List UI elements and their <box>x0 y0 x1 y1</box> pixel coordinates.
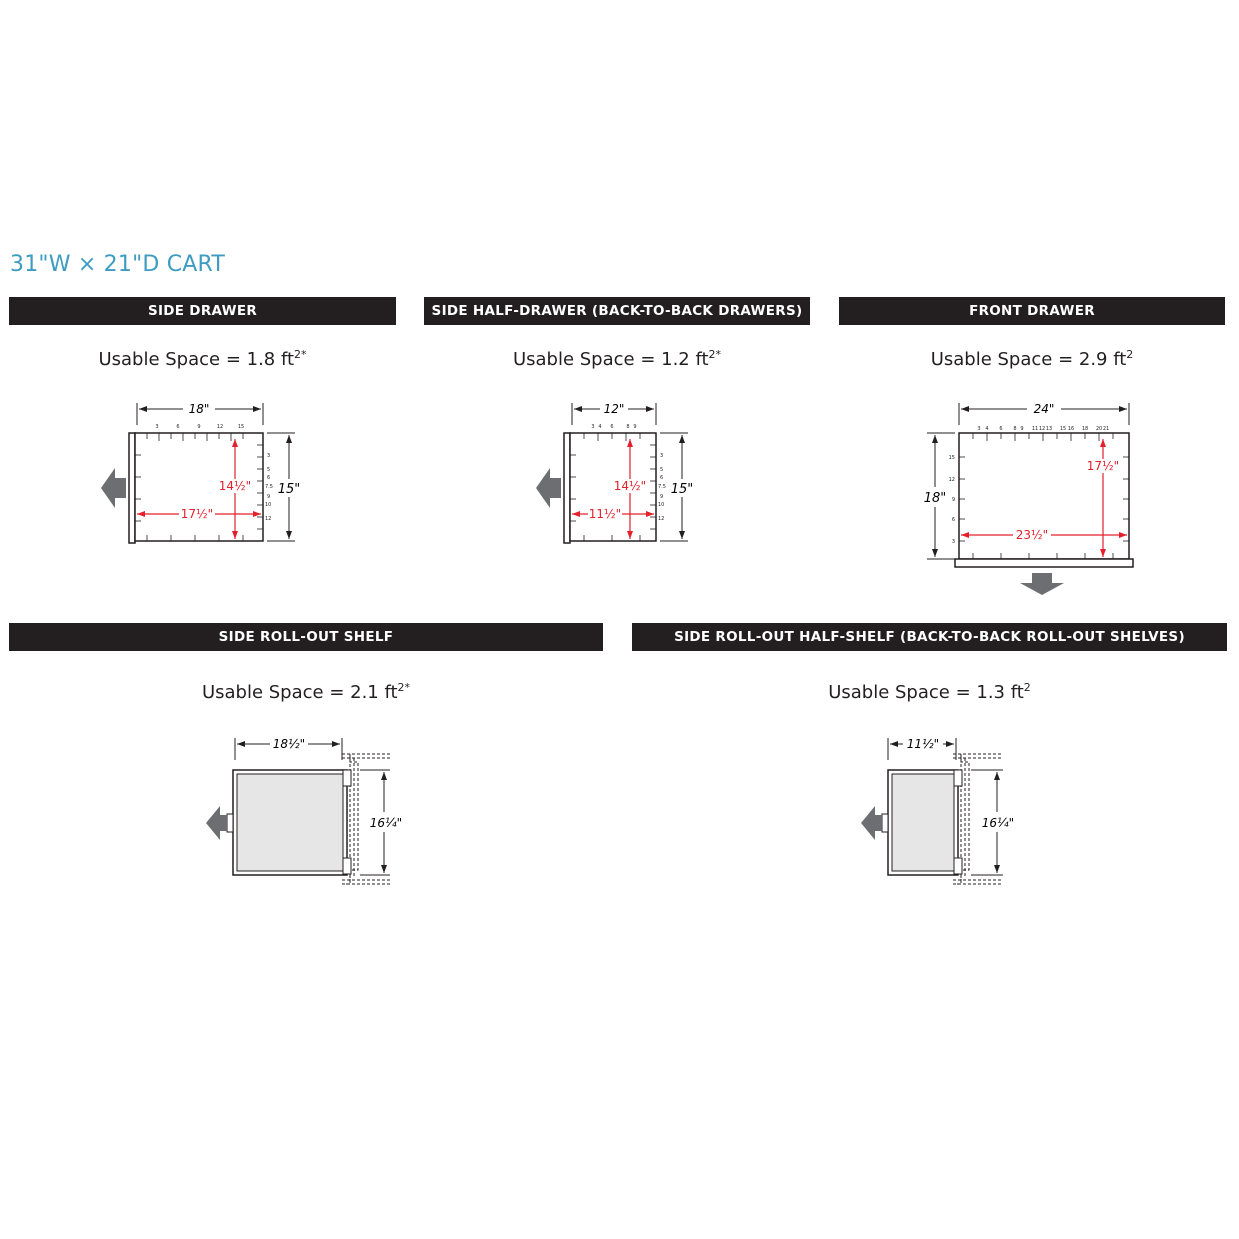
usable-space-side-roll-out-shelf <box>9 682 603 703</box>
ruler-tick: 9 <box>660 494 664 500</box>
drawer-front-panel <box>129 433 135 543</box>
ruler-tick: 6 <box>660 475 664 481</box>
outer-height-label: 15" <box>670 482 694 497</box>
ruler-tick: 10 <box>265 502 272 508</box>
drawer-front-panel <box>564 433 570 543</box>
ruler-tick: 12 <box>265 516 272 522</box>
ruler-tick: 3 <box>155 424 159 430</box>
ruler-tick: 9 <box>633 424 637 430</box>
usable-space-side-roll-out-half-shelf <box>632 682 1227 703</box>
ruler-tick: 3 <box>977 426 981 432</box>
shelf-surface <box>237 774 343 871</box>
ruler-tick: 3 <box>591 424 595 430</box>
slide-bracket <box>954 770 962 786</box>
outer-height-label: 16¼" <box>369 816 403 830</box>
usable-space-side-drawer <box>9 349 396 370</box>
usable-space-label: Usable Space = 1.8 ft <box>98 349 295 370</box>
inner-width-label: 23½" <box>1015 528 1049 542</box>
inner-height-label: 14½" <box>218 479 252 493</box>
ruler-tick: 3 <box>951 539 955 545</box>
slide-bracket <box>343 770 351 786</box>
ruler-tick: 12 <box>948 477 955 483</box>
inner-width-label: 11½" <box>588 507 622 521</box>
ruler-tick: 15 <box>948 455 955 461</box>
ruler-tick: 8 <box>626 424 630 430</box>
ruler-tick: 8 <box>1013 426 1017 432</box>
ruler-tick: 7.5 <box>265 484 273 490</box>
side-half-drawer-diagram <box>530 395 710 555</box>
ruler-tick: 15 <box>237 424 245 430</box>
usable-space-superscript: 2* <box>708 348 722 361</box>
usable-space-front-drawer <box>839 349 1225 370</box>
ruler-tick: 15 <box>1059 426 1067 432</box>
section-header-side-roll-out-shelf: SIDE ROLL-OUT SHELF <box>9 623 603 651</box>
section-header-side-roll-out-half-shelf: SIDE ROLL-OUT HALF-SHELF (BACK-TO-BACK ROLL-OUT SHELVES) <box>632 623 1227 651</box>
drawer-front-panel <box>955 559 1133 567</box>
ruler-tick: 6 <box>951 517 955 523</box>
usable-space-label: Usable Space = 2.9 ft <box>930 349 1127 370</box>
ruler-tick: 6 <box>999 426 1003 432</box>
ruler-tick: 6 <box>267 475 271 481</box>
arrow-left-icon <box>536 468 561 508</box>
front-drawer-diagram <box>915 395 1145 600</box>
ruler-tick: 4 <box>598 424 602 430</box>
outer-height-label: 16¼" <box>981 816 1015 830</box>
ruler-tick: 20 <box>1095 426 1103 432</box>
arrow-left-icon <box>206 806 227 840</box>
ruler-tick: 12 <box>658 516 665 522</box>
ruler-tick: 13 <box>1045 426 1053 432</box>
outer-width-label: 18" <box>188 402 210 416</box>
side-roll-out-half-shelf-diagram <box>855 730 1025 900</box>
ruler-tick: 18 <box>1081 426 1089 432</box>
ruler-tick: 5 <box>267 467 271 473</box>
outer-width-label: 11½" <box>906 737 940 751</box>
ruler-tick: 5 <box>660 467 664 473</box>
usable-space-superscript: 2* <box>294 348 307 361</box>
ruler-tick: 9 <box>197 424 201 430</box>
usable-space-superscript: 2 <box>1023 681 1031 694</box>
outer-width-label: 24" <box>1033 402 1055 416</box>
ruler-tick: 9 <box>1020 426 1024 432</box>
ruler-tick: 4 <box>985 426 989 432</box>
side-drawer-diagram <box>95 395 315 555</box>
inner-height-label: 14½" <box>613 479 647 493</box>
inner-height-label: 17½" <box>1086 459 1120 473</box>
ruler-tick: 12 <box>216 424 224 430</box>
ruler-tick: 12 <box>1038 426 1046 432</box>
ruler-tick: 10 <box>658 502 665 508</box>
usable-space-label: Usable Space = 1.2 ft <box>512 349 709 370</box>
usable-space-label: Usable Space = 1.3 ft <box>828 682 1024 703</box>
usable-space-label: Usable Space = 2.1 ft <box>201 682 398 703</box>
ruler-tick: 9 <box>951 497 955 503</box>
ruler-tick: 7.5 <box>658 484 666 490</box>
ruler-tick: 21 <box>1102 426 1110 432</box>
outer-width-label: 18½" <box>272 737 306 751</box>
section-header-side-drawer: SIDE DRAWER <box>9 297 396 325</box>
page-title: 31"W × 21"D CART <box>10 252 226 277</box>
shelf-handle <box>882 814 888 832</box>
usable-space-superscript: 2* <box>397 681 411 694</box>
outer-height-label: 15" <box>277 482 301 497</box>
ruler-tick: 3 <box>660 453 664 459</box>
ruler-tick: 9 <box>267 494 271 500</box>
arrow-left-icon <box>101 468 126 508</box>
shelf-handle <box>227 814 233 832</box>
slide-bracket <box>343 858 351 874</box>
usable-space-side-half-drawer <box>424 349 810 370</box>
section-header-side-half-drawer: SIDE HALF-DRAWER (BACK-TO-BACK DRAWERS) <box>424 297 810 325</box>
slide-bracket <box>954 858 962 874</box>
outer-width-label: 12" <box>603 402 625 416</box>
usable-space-superscript: 2 <box>1126 348 1134 361</box>
outer-height-label: 18" <box>923 491 947 506</box>
ruler-tick: 6 <box>610 424 614 430</box>
arrow-left-icon <box>861 806 882 840</box>
ruler-tick: 6 <box>176 424 180 430</box>
ruler-tick: 16 <box>1067 426 1075 432</box>
side-roll-out-shelf-diagram <box>200 730 410 900</box>
inner-width-label: 17½" <box>180 507 214 521</box>
section-header-front-drawer: FRONT DRAWER <box>839 297 1225 325</box>
ruler-tick: 11 <box>1031 426 1039 432</box>
ruler-tick: 3 <box>267 453 271 459</box>
arrow-down-icon <box>1020 573 1064 595</box>
shelf-surface <box>892 774 954 871</box>
